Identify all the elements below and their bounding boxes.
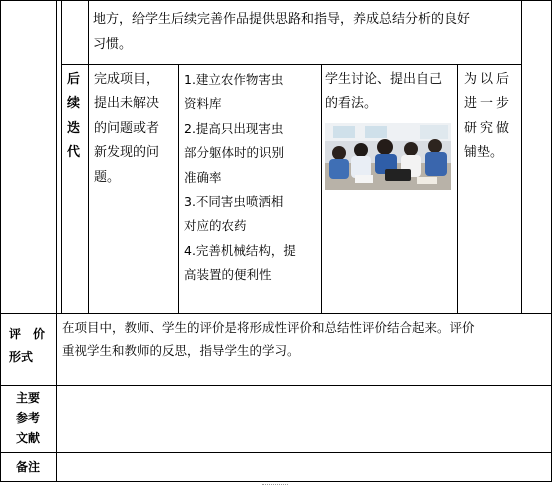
top-row-line-2: 习惯。 — [93, 37, 133, 52]
activity-line: 3.不同害虫喷洒相 — [184, 194, 284, 209]
classroom-photo — [325, 123, 451, 190]
row-divider — [61, 64, 521, 65]
activity-line: 准确率 — [184, 170, 222, 185]
col-divider — [56, 0, 57, 482]
col-divider — [457, 64, 458, 313]
page-edge-mark — [262, 484, 288, 486]
intent-line: 研究做 — [464, 121, 513, 136]
intent-line: 铺垫。 — [464, 145, 504, 160]
task-line: 提出未解决 — [94, 96, 160, 111]
task-line: 题。 — [94, 170, 121, 185]
notes-label: 备注 — [16, 460, 41, 474]
col-divider — [178, 64, 179, 313]
col-divider — [88, 0, 89, 313]
activity-line: 对应的农药 — [184, 218, 247, 233]
intent-line: 为以后 — [464, 72, 513, 87]
references-label: 主要 — [16, 391, 41, 405]
references-label: 参考 — [16, 411, 41, 425]
student-line: 的看法。 — [325, 96, 378, 111]
evaluation-label: 评 价 — [9, 327, 46, 341]
row-divider — [0, 452, 552, 453]
task-line: 完成项目， — [94, 72, 160, 87]
stage-label-char: 续 — [67, 96, 81, 111]
activity-line: 资料库 — [184, 96, 222, 111]
row-divider — [0, 313, 552, 314]
top-row-line-1: 地方，给学生后续完善作品提供思路和指导，养成总结分析的良好 — [93, 12, 471, 27]
student-line: 学生讨论、提出自己 — [325, 72, 443, 87]
activity-line: 部分躯体时的识别 — [184, 145, 285, 160]
stage-label-char: 迭 — [67, 121, 81, 136]
row-divider — [0, 385, 552, 386]
activity-line: 2.提高只出现害虫 — [184, 121, 284, 136]
activity-line: 4.完善机械结构，提 — [184, 243, 296, 258]
references-label: 文献 — [16, 431, 41, 445]
evaluation-content: 重视学生和教师的反思，指导学生的学习。 — [62, 343, 300, 358]
task-line: 新发现的问 — [94, 145, 160, 160]
activity-line: 高装置的便利性 — [184, 267, 272, 282]
table-border-left — [0, 0, 1, 482]
task-line: 的问题或者 — [94, 121, 160, 136]
col-divider — [321, 64, 322, 313]
table-border-bottom — [0, 481, 552, 482]
stage-label-char: 后 — [67, 72, 81, 87]
intent-line: 进一步 — [464, 96, 513, 111]
col-divider — [521, 0, 522, 313]
col-divider — [61, 0, 62, 313]
evaluation-content: 在项目中，教师、学生的评价是将形成性评价和总结性评价结合起来。评价 — [62, 320, 475, 335]
table-border-top — [0, 0, 552, 1]
activity-line: 1.建立农作物害虫 — [184, 72, 284, 87]
stage-label-char: 代 — [67, 145, 81, 160]
evaluation-label: 形式 — [9, 350, 34, 364]
